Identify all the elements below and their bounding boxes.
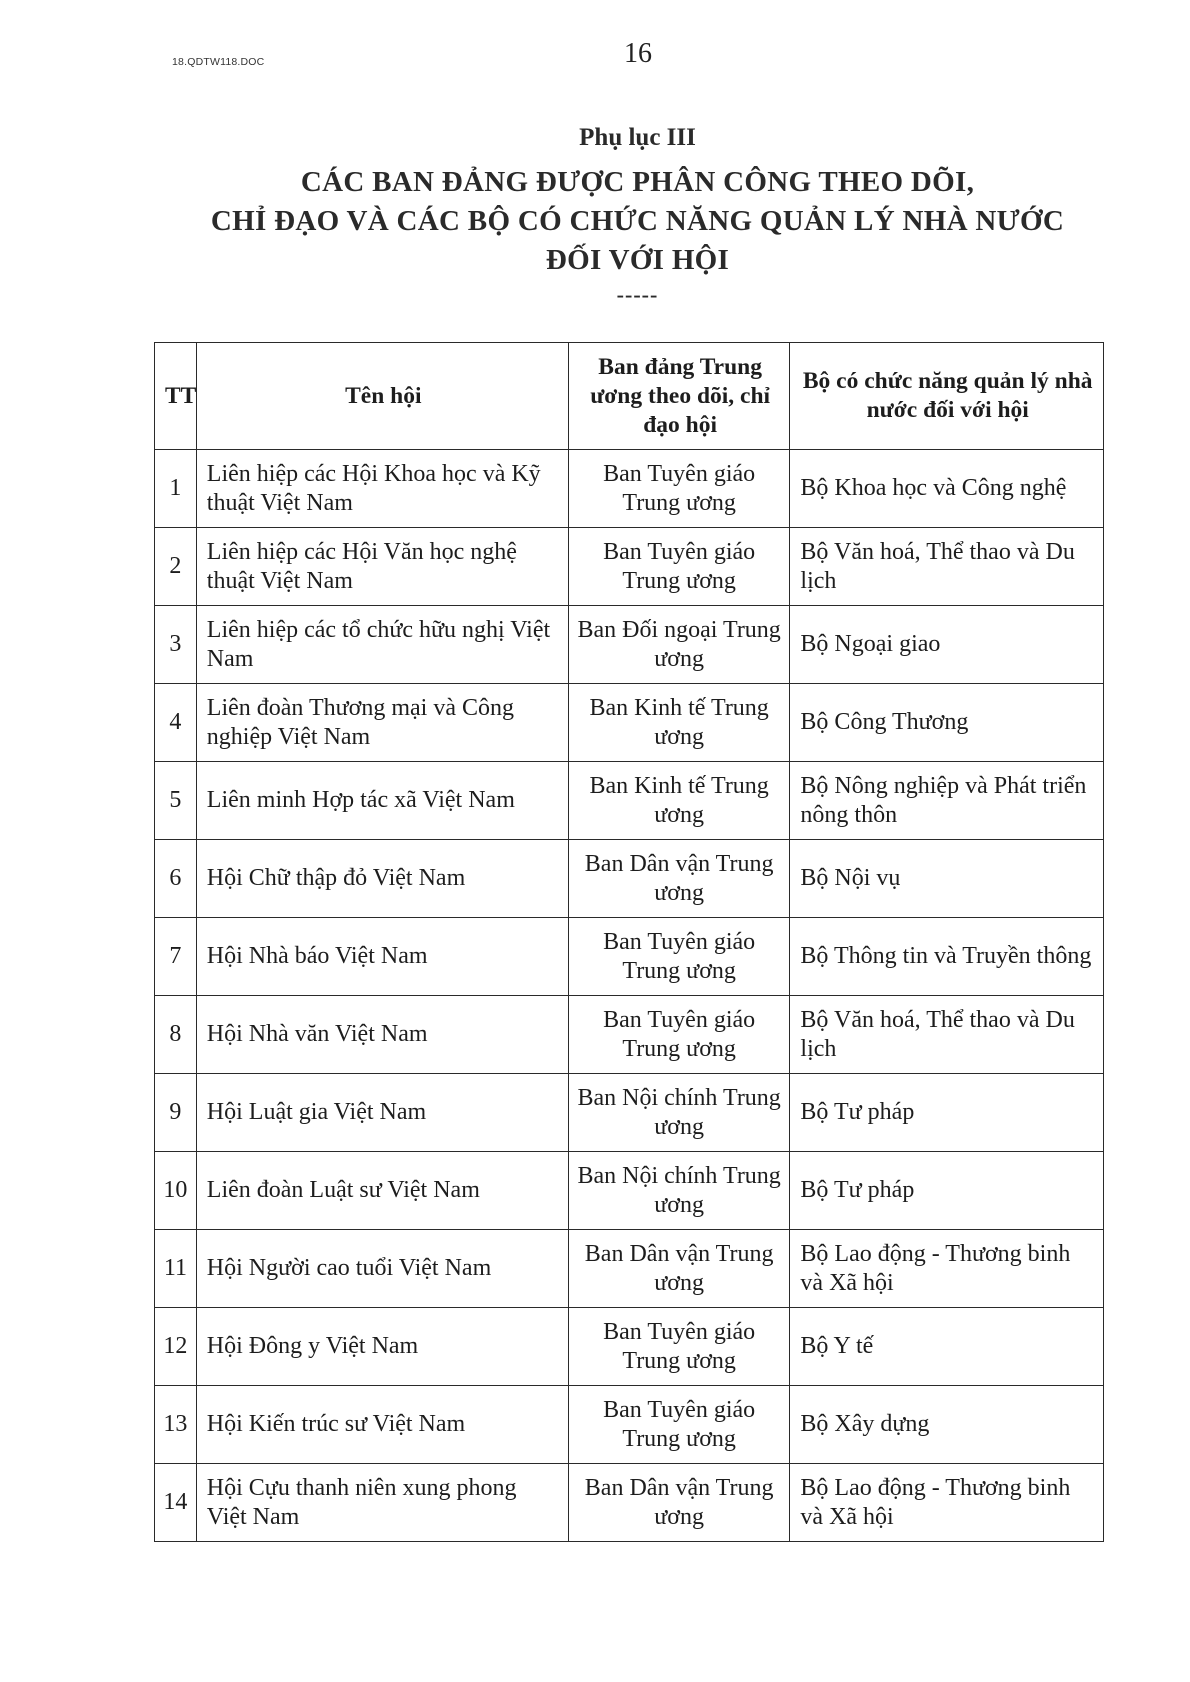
cell-name: Liên hiệp các tổ chức hữu nghị Việt Nam: [196, 606, 568, 684]
cell-name: Hội Luật gia Việt Nam: [196, 1074, 568, 1152]
cell-name: Hội Đông y Việt Nam: [196, 1308, 568, 1386]
table-row: [155, 1464, 1104, 1542]
table-row: [155, 1308, 1104, 1386]
cell-ban: Ban Dân vận Trung ương: [568, 1230, 790, 1308]
table-row: [155, 606, 1104, 684]
cell-bo: Bộ Văn hoá, Thể thao và Du lịch: [790, 528, 1104, 606]
cell-ban: Ban Tuyên giáo Trung ương: [568, 1386, 790, 1464]
cell-ban: Ban Nội chính Trung ương: [568, 1152, 790, 1230]
table-row: [155, 996, 1104, 1074]
title-line-1: CÁC BAN ĐẢNG ĐƯỢC PHÂN CÔNG THEO DÕI,: [300, 166, 975, 198]
cell-ban: Ban Dân vận Trung ương: [568, 840, 790, 918]
table-row: [155, 684, 1104, 762]
cell-bo: Bộ Tư pháp: [790, 1074, 1104, 1152]
cell-tt: 11: [155, 1230, 197, 1308]
cell-tt: 13: [155, 1386, 197, 1464]
cell-tt: 12: [155, 1308, 197, 1386]
cell-bo: Bộ Nông nghiệp và Phát triển nông thôn: [790, 762, 1104, 840]
cell-tt: 4: [155, 684, 197, 762]
title-line-3: ĐỐI VỚI HỘI: [545, 244, 730, 276]
table-header-row: [155, 343, 1104, 450]
table-row: [155, 1152, 1104, 1230]
cell-ban: Ban Tuyên giáo Trung ương: [568, 996, 790, 1074]
header-name: Tên hội: [196, 343, 568, 450]
table-row: [155, 762, 1104, 840]
cell-ban: Ban Đối ngoại Trung ương: [568, 606, 790, 684]
cell-tt: 6: [155, 840, 197, 918]
title-separator: -----: [616, 282, 659, 307]
cell-name: Liên minh Hợp tác xã Việt Nam: [196, 762, 568, 840]
cell-name: Hội Chữ thập đỏ Việt Nam: [196, 840, 568, 918]
table-row: [155, 1230, 1104, 1308]
cell-bo: Bộ Lao động - Thương binh và Xã hội: [790, 1230, 1104, 1308]
cell-bo: Bộ Y tế: [790, 1308, 1104, 1386]
cell-bo: Bộ Lao động - Thương binh và Xã hội: [790, 1464, 1104, 1542]
cell-bo: Bộ Văn hoá, Thể thao và Du lịch: [790, 996, 1104, 1074]
cell-tt: 9: [155, 1074, 197, 1152]
table-row: [155, 1386, 1104, 1464]
cell-name: Hội Nhà báo Việt Nam: [196, 918, 568, 996]
page-number: 16: [624, 38, 652, 69]
cell-name: Hội Cựu thanh niên xung phong Việt Nam: [196, 1464, 568, 1542]
cell-ban: Ban Nội chính Trung ương: [568, 1074, 790, 1152]
cell-tt: 10: [155, 1152, 197, 1230]
cell-tt: 14: [155, 1464, 197, 1542]
cell-tt: 5: [155, 762, 197, 840]
table-row: [155, 1074, 1104, 1152]
cell-bo: Bộ Xây dựng: [790, 1386, 1104, 1464]
title-line-2: CHỈ ĐẠO VÀ CÁC BỘ CÓ CHỨC NĂNG QUẢN LÝ NHÀ NƯỚC: [210, 205, 1065, 237]
cell-tt: 8: [155, 996, 197, 1074]
cell-tt: 2: [155, 528, 197, 606]
cell-name: Liên đoàn Thương mại và Công nghiệp Việt Nam: [196, 684, 568, 762]
cell-name: Liên hiệp các Hội Văn học nghệ thuật Việt Nam: [196, 528, 568, 606]
file-label: 18.QDTW118.DOC: [172, 56, 265, 68]
cell-name: Liên hiệp các Hội Khoa học và Kỹ thuật Việt Nam: [196, 450, 568, 528]
table-row: [155, 840, 1104, 918]
table-row: [155, 450, 1104, 528]
association-table: [154, 342, 1104, 1542]
header-ban: Ban đảng Trung ương theo dõi, chỉ đạo hội: [568, 343, 790, 450]
cell-name: Liên đoàn Luật sư Việt Nam: [196, 1152, 568, 1230]
table-row: [155, 918, 1104, 996]
cell-bo: Bộ Nội vụ: [790, 840, 1104, 918]
cell-tt: 7: [155, 918, 197, 996]
table-row: [155, 528, 1104, 606]
header-tt: TT: [155, 343, 197, 450]
cell-bo: Bộ Khoa học và Công nghệ: [790, 450, 1104, 528]
cell-tt: 1: [155, 450, 197, 528]
cell-ban: Ban Dân vận Trung ương: [568, 1464, 790, 1542]
cell-ban: Ban Tuyên giáo Trung ương: [568, 918, 790, 996]
cell-ban: Ban Kinh tế Trung ương: [568, 762, 790, 840]
cell-bo: Bộ Ngoại giao: [790, 606, 1104, 684]
cell-bo: Bộ Công Thương: [790, 684, 1104, 762]
cell-bo: Bộ Tư pháp: [790, 1152, 1104, 1230]
cell-ban: Ban Tuyên giáo Trung ương: [568, 450, 790, 528]
appendix-heading: Phụ lục III: [579, 124, 696, 151]
cell-name: Hội Nhà văn Việt Nam: [196, 996, 568, 1074]
header-bo: Bộ có chức năng quản lý nhà nước đối với hội: [790, 343, 1104, 450]
cell-name: Hội Kiến trúc sư Việt Nam: [196, 1386, 568, 1464]
cell-ban: Ban Tuyên giáo Trung ương: [568, 1308, 790, 1386]
cell-ban: Ban Tuyên giáo Trung ương: [568, 528, 790, 606]
cell-ban: Ban Kinh tế Trung ương: [568, 684, 790, 762]
cell-bo: Bộ Thông tin và Truyền thông: [790, 918, 1104, 996]
cell-name: Hội Người cao tuổi Việt Nam: [196, 1230, 568, 1308]
cell-tt: 3: [155, 606, 197, 684]
